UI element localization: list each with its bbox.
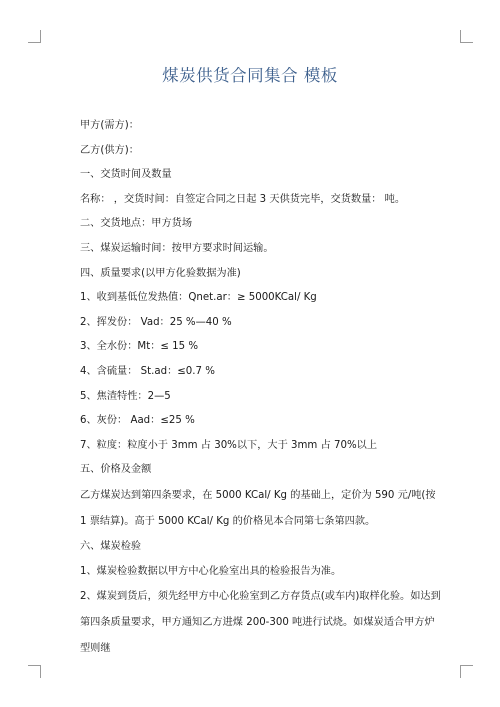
clause-line: 6、灰份： Aad：≤25 %: [80, 415, 195, 427]
crop-mark-bottom-right: [460, 665, 473, 678]
party-a-line: 甲方(需方)：: [80, 120, 139, 131]
inspection-paragraph: 2、煤炭到货后，须先经甲方中心化验室到乙方存货点(或车内)取样化验。如达到第四条质量要求，甲方通知乙方进煤 200-300 吨进行试烧。如煤炭适合甲方炉型则继: [80, 591, 441, 655]
clause-line: 1、收到基低位发热值：Qnet.ar：≥ 5000KCal/ Kg: [80, 292, 317, 304]
clause-line: 4、含硫量： St.ad：≤0.7 %: [80, 365, 215, 377]
document-body: [80, 114, 442, 662]
price-paragraph: 乙方煤炭达到第四条要求，在 5000 KCal/ Kg 的基础上，定价为 590 元/吨(按 1 票结算)。高于 5000 KCal/ Kg 的价格见本合同第七条第四款。: [80, 489, 436, 527]
section-heading: 一、交货时间及数量: [80, 169, 172, 181]
section-heading: 五、价格及金额: [80, 464, 152, 476]
clause-line: 1、煤炭检验数据以甲方中心化验室出具的检验报告为准。: [80, 565, 342, 577]
crop-mark-top-left: [28, 30, 41, 43]
clause-line: 7、粒度：粒度小于 3mm 占 30%以下，大于 3mm 占 70%以上: [80, 439, 378, 451]
section-heading: 二、交货地点：甲方货场: [80, 218, 193, 230]
party-b-line: 乙方(供方)：: [80, 144, 139, 156]
document-title: 煤炭供货合同集合 模板: [162, 66, 338, 85]
clause-line: 5、焦渣特性：2—5: [80, 390, 171, 402]
section-heading: 三、煤炭运输时间：按甲方要求时间运输。: [80, 242, 274, 254]
section-heading: 四、质量要求(以甲方化验数据为准): [80, 267, 241, 279]
crop-mark-bottom-left: [28, 665, 41, 678]
section-heading: 六、煤炭检验: [80, 540, 142, 552]
clause-line: 名称： ，交货时间：自签定合同之日起 3 天供货完毕，交货数量： 吨。: [80, 193, 406, 205]
clause-line: 3、全水份：Mt：≤ 15 %: [80, 341, 199, 353]
crop-mark-top-right: [460, 30, 473, 43]
clause-line: 2、挥发份： Vad：25 %—40 %: [80, 316, 232, 328]
